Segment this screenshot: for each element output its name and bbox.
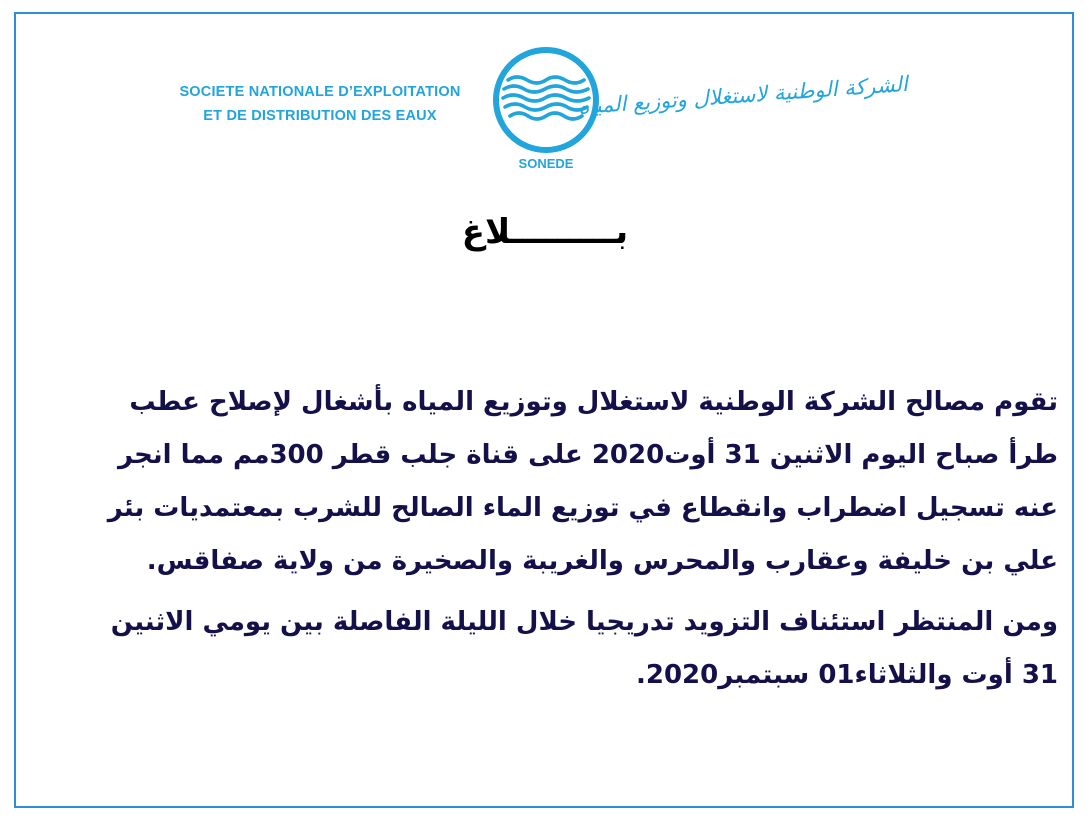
logo-wordmark: SONEDE (518, 156, 574, 171)
notice-body (36, 376, 1058, 702)
paragraph1-line: تقوم مصالح الشركة الوطنية لاستغلال وتوزيع المياه بأشغال لإصلاح عطب (129, 387, 1058, 417)
company-name-french-line2: ET DE DISTRIBUTION DES EAUX (203, 108, 437, 124)
paragraph-spacer (36, 588, 1058, 596)
paragraph1-line: طرأ صباح اليوم الاثنين 31 أوت2020 على قناة جلب قطر 300مم مما انجر (118, 440, 1058, 470)
paragraph1-line: عنه تسجيل اضطراب وانقطاع في توزيع الماء الصالح للشرب بمعتمديات بئر (107, 493, 1058, 523)
company-name-french-line1: SOCIETE NATIONALE D’EXPLOITATION (179, 84, 461, 100)
company-name-french (165, 80, 475, 128)
company-name-arabic: الشركة الوطنية لاستغلال وتوزيع المياه (577, 71, 909, 119)
notice-title: بـــــــــلاغ (461, 212, 629, 252)
paragraph2-line: ومن المنتظر استئناف التزويد تدريجيا خلال الليلة الفاصلة بين يومي الاثنين (110, 607, 1058, 637)
paragraph2-line: 31 أوت والثلاثاء01 سبتمبر2020. (635, 660, 1058, 690)
paragraph1-line: علي بن خليفة وعقارب والمحرس والغريبة والصخيرة من ولاية صفاقس. (146, 546, 1058, 576)
